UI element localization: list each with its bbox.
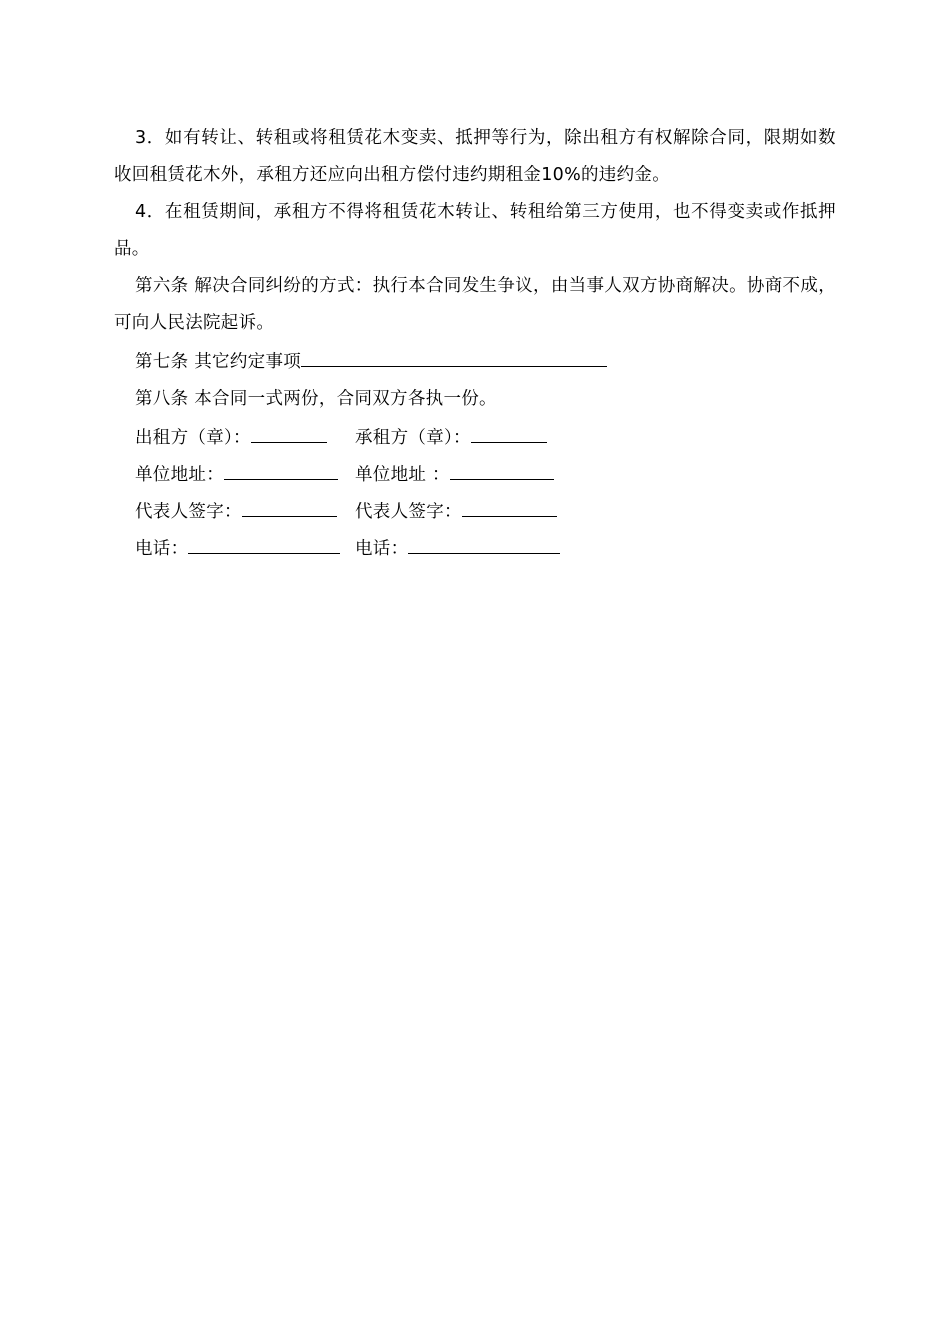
lessor-seal-field	[135, 418, 327, 457]
lessee-address-field	[355, 455, 554, 494]
lessee-seal-field	[355, 418, 547, 457]
lessor-phone-blank	[188, 529, 340, 554]
lessee-rep-field	[355, 492, 557, 531]
lessee-phone-label: 电话：	[355, 539, 409, 559]
article-7-blank	[301, 342, 607, 367]
lessee-seal-label: 承租方（章）：	[355, 428, 471, 448]
seal-row	[114, 418, 836, 455]
lessor-seal-blank	[251, 418, 327, 443]
lessee-phone-blank	[408, 529, 560, 554]
article-8-line: 第八条 本合同一式两份，合同双方各执一份。	[135, 389, 497, 409]
lessor-address-field	[135, 455, 338, 494]
article-7-line	[114, 342, 836, 381]
lessor-rep-field	[135, 492, 337, 531]
clause-4-paragraph: 4．在租赁期间，承租方不得将租赁花木转让、转租给第三方使用，也不得变卖或作抵押品。	[114, 202, 836, 259]
lessor-address-blank	[224, 455, 338, 480]
lessee-phone-field	[355, 529, 560, 568]
lessor-rep-label: 代表人签字：	[135, 502, 242, 522]
clause-3-paragraph: 3．如有转让、转租或将租赁花木变卖、抵押等行为，除出租方有权解除合同，限期如数收回租赁花木外，承租方还应向出租方偿付违约期租金10%的违约金。	[114, 128, 836, 185]
representative-row	[114, 492, 836, 529]
lessor-seal-label: 出租方（章）：	[135, 428, 251, 448]
lessee-address-blank	[450, 455, 554, 480]
lessor-phone-field	[135, 529, 340, 568]
lessee-address-label: 单位地址 ：	[355, 465, 450, 485]
lessee-rep-label: 代表人签字：	[355, 502, 462, 522]
lessor-phone-label: 电话：	[135, 539, 189, 559]
document-body	[114, 120, 836, 566]
article-7-text: 第七条 其它约定事项	[135, 352, 302, 372]
lessor-address-label: 单位地址：	[135, 465, 224, 485]
lessor-rep-blank	[242, 492, 337, 517]
article-6-paragraph: 第六条 解决合同纠纷的方式：执行本合同发生争议，由当事人双方协商解决。协商不成，可向人民法院起诉。	[114, 276, 836, 333]
lessee-rep-blank	[462, 492, 557, 517]
address-row	[114, 455, 836, 492]
phone-row	[114, 529, 836, 566]
lessee-seal-blank	[471, 418, 547, 443]
